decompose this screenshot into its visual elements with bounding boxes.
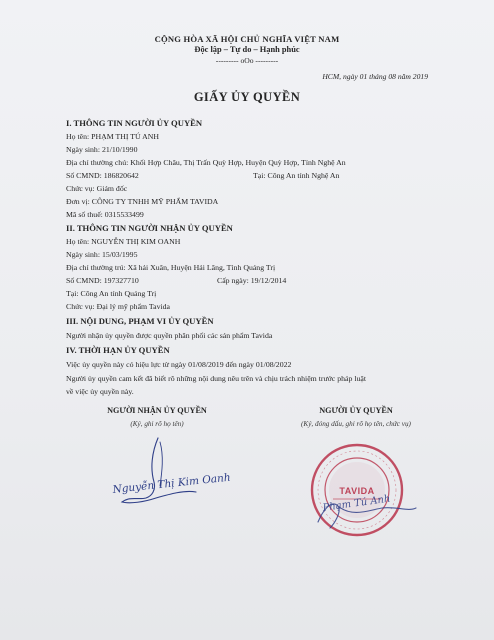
scope-content: Người nhận ủy quyền được quyền phân phối các sản phẩm Tavida: [66, 331, 273, 340]
header-separator: --------- oOo ---------: [215, 56, 279, 65]
section-3-heading: III. NỘI DUNG, PHẠM VI ỦY QUYỀN: [66, 316, 214, 326]
national-title: CỘNG HÒA XÃ HỘI CHỦ NGHĨA VIỆT NAM: [154, 34, 340, 44]
receiver-id-number: Số CMND: 197327710: [66, 276, 139, 285]
grantor-address: Địa chỉ thường chú: Khối Hợp Châu, Thị Trấn Quỳ Hợp, Huyện Quỳ Hợp, Tỉnh Nghệ An: [66, 158, 346, 167]
receiver-handwritten-name: Nguyễn Thị Kim Oanh: [112, 471, 232, 496]
national-motto: Độc lập – Tự do – Hạnh phúc: [194, 45, 300, 54]
section-2-heading: II. THÔNG TIN NGƯỜI NHẬN ỦY QUYỀN: [66, 223, 233, 233]
section-1-heading: I. THÔNG TIN NGƯỜI ỦY QUYỀN: [66, 118, 203, 128]
grantor-handwritten-name: Phạm Tú Anh: [322, 493, 392, 514]
receiver-name: Họ tên: NGUYỄN THỊ KIM OANH: [66, 237, 181, 246]
grantor-tax-code: Mã số thuế: 0315533499: [66, 210, 144, 219]
grantor-company: Đơn vị: CÔNG TY TNHH MỸ PHẨM TAVIDA: [66, 197, 219, 206]
document-title: GIẤY ỦY QUYỀN: [193, 90, 301, 104]
grantor-signature-note: (Ký, đóng dấu, ghi rõ họ tên, chức vụ): [301, 420, 411, 428]
grantor-name: Họ tên: PHẠM THỊ TÚ ANH: [66, 132, 160, 141]
receiver-address: Địa chỉ thường trú: Xã hải Xuân, Huyện Hải Lăng, Tỉnh Quảng Trị: [66, 263, 276, 272]
commitment-line-2: về việc ủy quyền này.: [66, 387, 134, 396]
section-4-heading: IV. THỜI HẠN ỦY QUYỀN: [66, 345, 170, 355]
receiver-signature-heading: NGƯỜI NHẬN ỦY QUYỀN: [107, 406, 207, 415]
receiver-id-date: Cấp ngày: 19/12/2014: [217, 276, 287, 285]
receiver-id-place: Tại: Công An tỉnh Quảng Trị: [66, 289, 157, 298]
receiver-signature-note: (Ký, ghi rõ họ tên): [130, 420, 184, 428]
validity-line: Việc ủy quyền này có hiệu lực từ ngày 01/08/2019 đến ngày 01/08/2022: [66, 360, 292, 369]
grantor-dob: Ngày sinh: 21/10/1990: [66, 145, 138, 154]
commitment-line-1: Người ủy quyền cam kết đã biết rõ những nội dung nêu trên và chịu trách nhiệm trước pháp luật: [66, 374, 367, 383]
grantor-signature-heading: NGƯỜI ỦY QUYỀN: [319, 406, 393, 415]
grantor-id-place: Tại: Công An tỉnh Nghệ An: [253, 171, 340, 180]
grantor-id-number: Số CMND: 186820642: [66, 171, 139, 180]
grantor-position: Chức vụ: Giám đốc: [66, 184, 128, 193]
date-line: HCM, ngày 01 tháng 08 năm 2019: [322, 72, 428, 81]
stamp-label: TAVIDA: [339, 486, 375, 496]
receiver-position: Chức vụ: Đại lý mỹ phẩm Tavida: [66, 302, 171, 311]
receiver-dob: Ngày sinh: 15/03/1995: [66, 250, 138, 259]
